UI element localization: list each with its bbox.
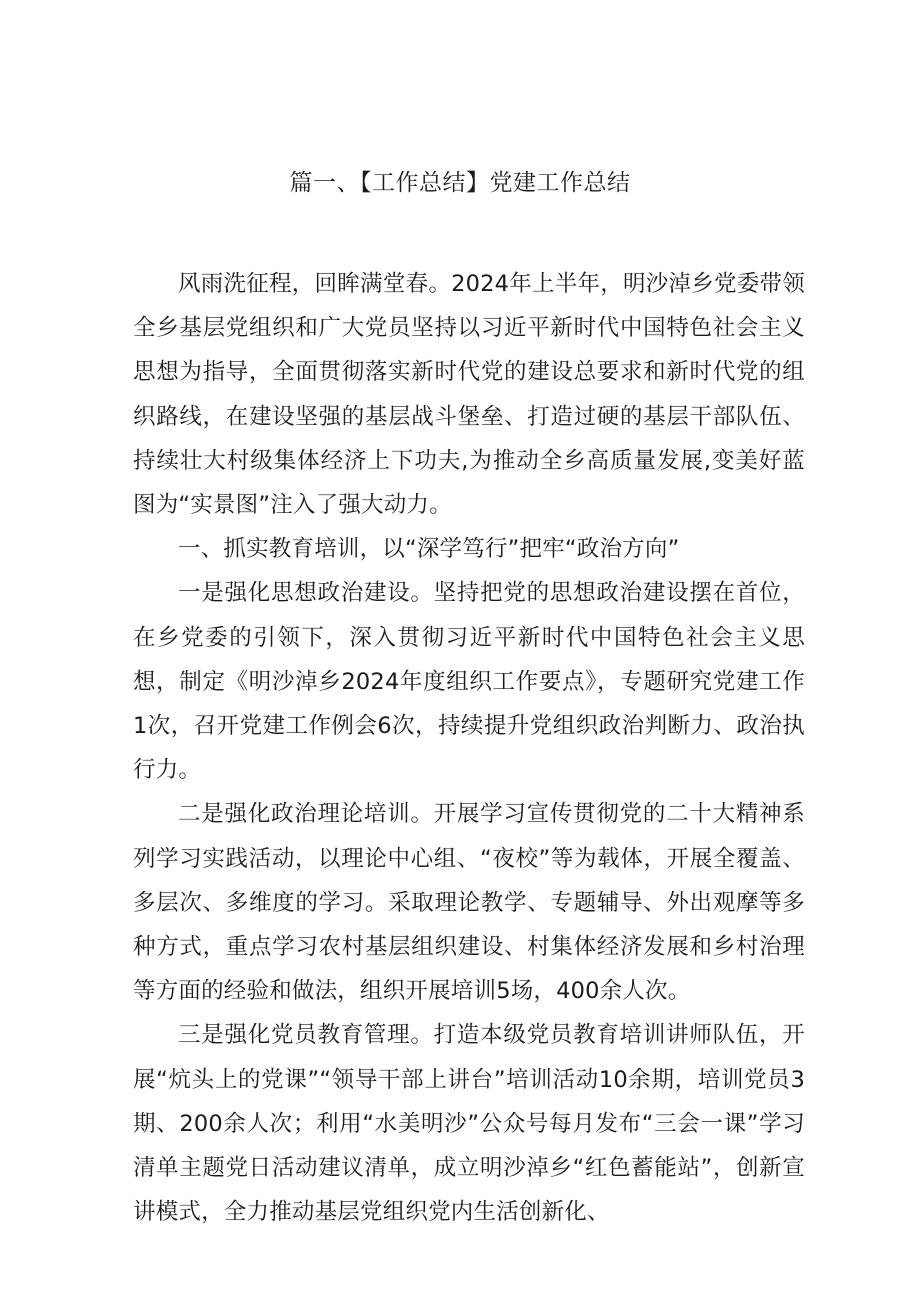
document-title: 篇一、【工作总结】党建工作总结: [289, 170, 631, 196]
paragraph-item-3: 三是强化党员教育管理。打造本级党员教育培训讲师队伍，开展“炕头上的党课”“领导干部上讲台”培训活动10余期，培训党员3期、200余人次；利用“水美明沙”公众号每月发布“三会一课”学习清单主题党日活动建议清单，成立明沙淖乡“红色蓄能站”，创新宣讲模式，全力推动基层党组织党内生活创新化、: [133, 1022, 805, 1226]
paragraph-item-2: 二是强化政治理论培训。开展学习宣传贯彻党的二十大精神系列学习实践活动，以理论中心组、“夜校”等为载体，开展全覆盖、多层次、多维度的学习。采取理论教学、专题辅导、外出观摩等多种方式，重点学习农村基层组织建设、村集体经济发展和乡村治理等方面的经验和做法，组织开展培训5场，400余人次。: [133, 801, 805, 1005]
paragraph-intro: 风雨洗征程，回眸满堂春。2024年上半年，明沙淖乡党委带领全乡基层党组织和广大党员坚持以习近平新时代中国特色社会主义思想为指导，全面贯彻落实新时代党的建设总要求和新时代党的组织路线，在建设坚强的基层战斗堡垒、打造过硬的基层干部队伍、持续壮大村级集体经济上下功夫,为推动全乡高质量发展,变美好蓝图为“实景图”注入了强大动力。: [133, 271, 805, 519]
document-body: [133, 262, 805, 1234]
paragraph-item-1: 一是强化思想政治建设。坚持把党的思想政治建设摆在首位，在乡党委的引领下，深入贯彻习近平新时代中国特色社会主义思想，制定《明沙淖乡2024年度组织工作要点》，专题研究党建工作1次，召开党建工作例会6次，持续提升党组织政治判断力、政治执行力。: [133, 580, 805, 784]
section-heading-1: 一、抓实教育培训，以“深学笃行”把牢“政治方向”: [178, 536, 680, 563]
